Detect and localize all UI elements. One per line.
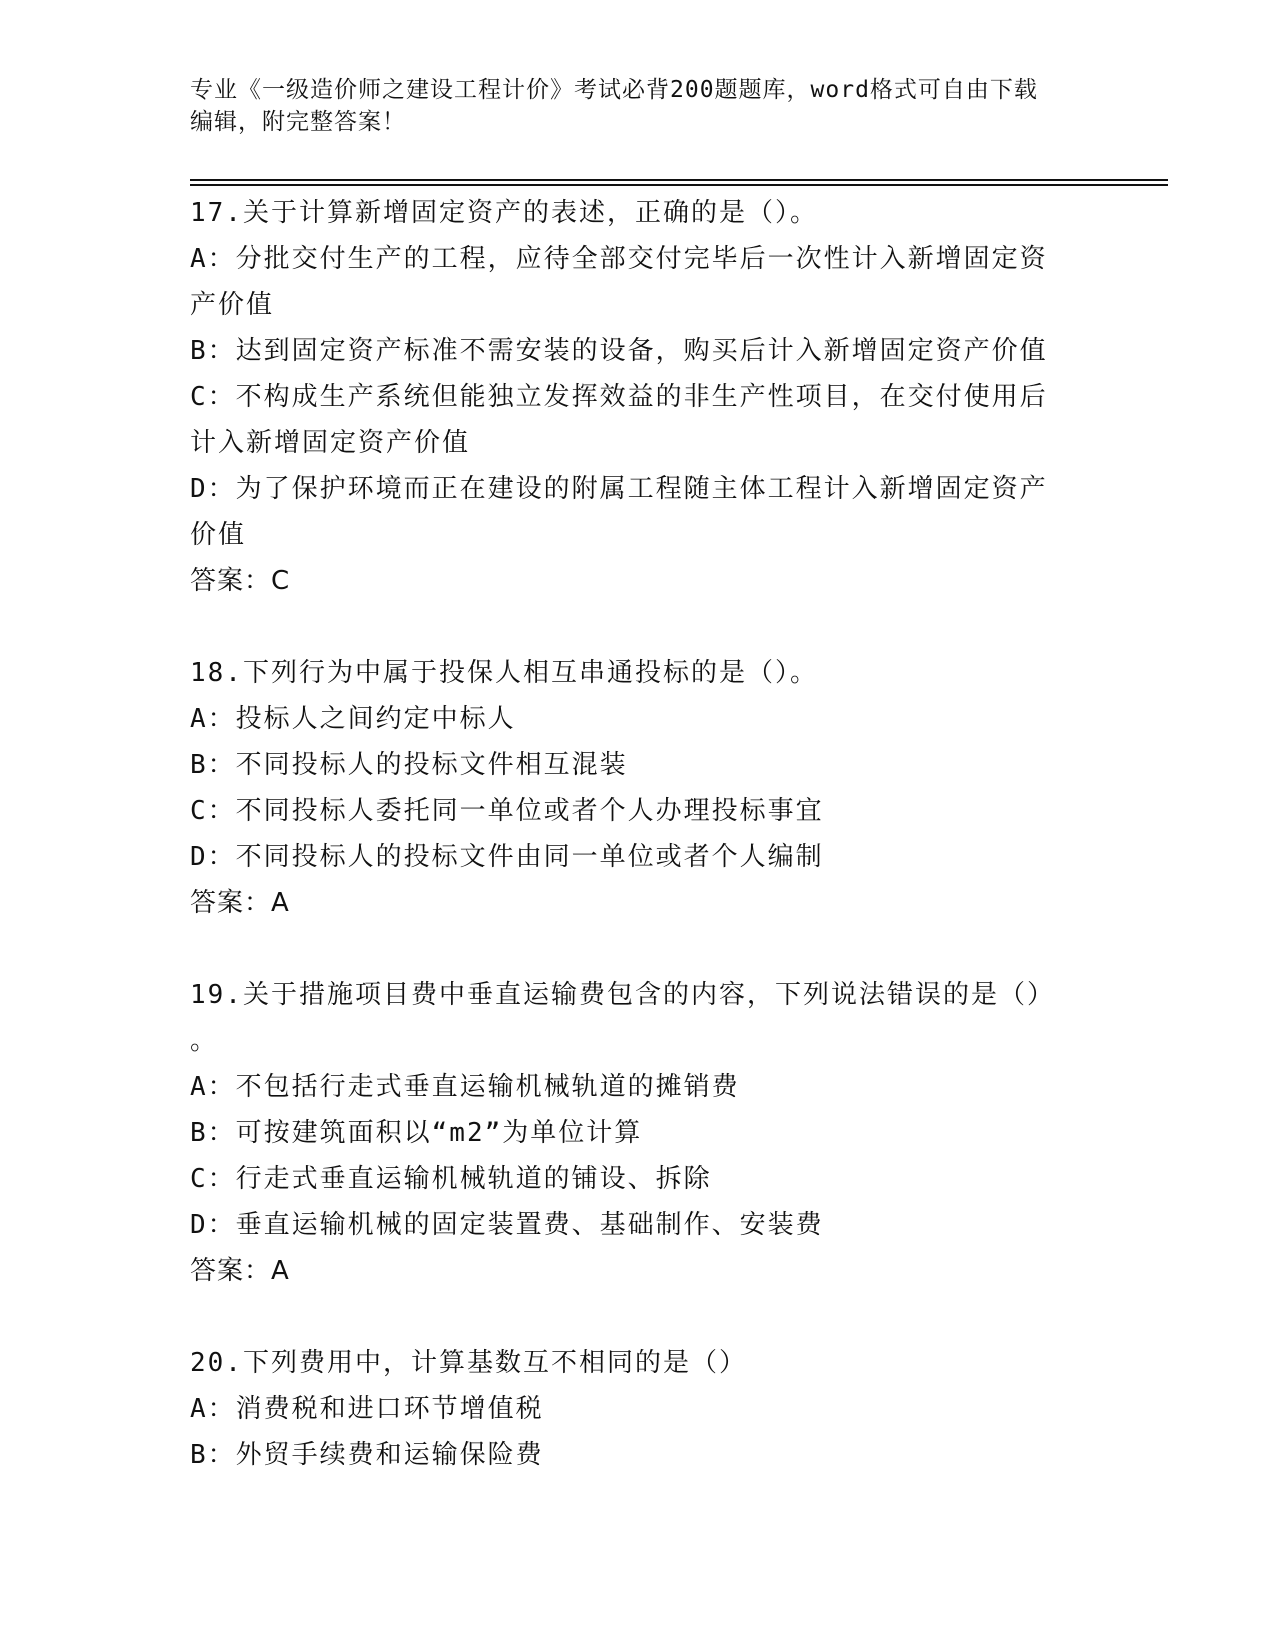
option-a: A：投标人之间约定中标人 — [190, 704, 516, 734]
question-stem: 20.下列费用中，计算基数互不相同的是（） — [190, 1348, 747, 1378]
answer: 答案：C — [190, 566, 291, 596]
question-19 — [190, 972, 1110, 1294]
answer: 答案：A — [190, 1256, 290, 1286]
question-stem: 19.关于措施项目费中垂直运输费包含的内容，下列说法错误的是（） — [190, 980, 1055, 1010]
question-20 — [190, 1340, 1110, 1478]
option-d: D：垂直运输机械的固定装置费、基础制作、安装费 — [190, 1210, 824, 1240]
option-a: A：消费税和进口环节增值税 — [190, 1394, 544, 1424]
header-line: 专业《一级造价师之建设工程计价》考试必背200题题库，word格式可自由下载 — [190, 77, 1038, 103]
option-a-continued: 产价值 — [190, 290, 275, 320]
question-stem: 17.关于计算新增固定资产的表述，正确的是（）。 — [190, 198, 818, 228]
option-d: D：为了保护环境而正在建设的附属工程随主体工程计入新增固定资产 — [190, 474, 1048, 504]
option-b: B：外贸手续费和运输保险费 — [190, 1440, 544, 1470]
option-c-continued: 计入新增固定资产价值 — [190, 428, 471, 458]
question-18 — [190, 650, 1110, 926]
header-divider — [190, 179, 1168, 181]
option-c: C：行走式垂直运输机械轨道的铺设、拆除 — [190, 1164, 712, 1194]
question-17 — [190, 190, 1110, 604]
option-b: B：不同投标人的投标文件相互混装 — [190, 750, 628, 780]
question-stem-continued: 。 — [190, 1026, 219, 1056]
question-stem: 18.下列行为中属于投保人相互串通投标的是（）。 — [190, 658, 818, 688]
option-c: C：不同投标人委托同一单位或者个人办理投标事宜 — [190, 796, 824, 826]
option-a: A：不包括行走式垂直运输机械轨道的摊销费 — [190, 1072, 740, 1102]
header-divider — [190, 184, 1168, 186]
document-header — [190, 74, 1090, 138]
option-b: B：可按建筑面积以“m2”为单位计算 — [190, 1118, 643, 1148]
option-d-continued: 价值 — [190, 520, 247, 550]
option-c: C：不构成生产系统但能独立发挥效益的非生产性项目，在交付使用后 — [190, 382, 1048, 412]
option-a: A：分批交付生产的工程，应待全部交付完毕后一次性计入新增固定资 — [190, 244, 1048, 274]
answer: 答案：A — [190, 888, 290, 918]
option-b: B：达到固定资产标准不需安装的设备，购买后计入新增固定资产价值 — [190, 336, 1048, 366]
option-d: D：不同投标人的投标文件由同一单位或者个人编制 — [190, 842, 824, 872]
header-line: 编辑，附完整答案！ — [190, 109, 406, 135]
